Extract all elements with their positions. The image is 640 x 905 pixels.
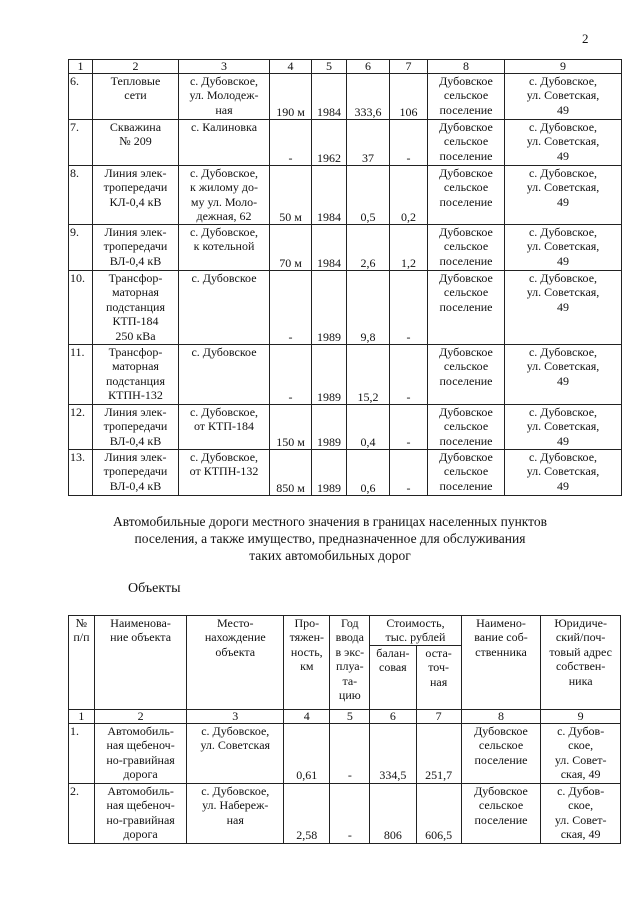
cell-residual: - xyxy=(390,271,428,345)
table-row xyxy=(69,271,622,345)
col-number: 3 xyxy=(179,60,270,74)
table-header-row xyxy=(69,709,621,723)
cell-location: с. Дубовское, от КТП-184 xyxy=(179,405,270,450)
cell-year: 1984 xyxy=(312,225,347,271)
col-number: 2 xyxy=(93,60,179,74)
cell-num: 7. xyxy=(69,120,93,166)
cell-address: с. Дубов- ское, ул. Совет- ская, 49 xyxy=(541,723,621,783)
cell-length: 190 м xyxy=(270,74,312,120)
col-number: 7 xyxy=(390,60,428,74)
cell-year: 1962 xyxy=(312,120,347,166)
cell-year: - xyxy=(330,783,370,843)
table-row xyxy=(69,120,622,166)
cell-length: 50 м xyxy=(270,166,312,225)
cell-location: с. Дубовское xyxy=(179,345,270,405)
header-location: Место- нахождение объекта xyxy=(187,616,284,710)
cell-year: 1989 xyxy=(312,405,347,450)
cell-residual: 106 xyxy=(390,74,428,120)
cell-length: 2,58 xyxy=(284,783,330,843)
cell-balance: 0,4 xyxy=(347,405,390,450)
cell-address: с. Дубовское, ул. Советская, 49 xyxy=(505,120,622,166)
section-heading: Автомобильные дороги местного значения в границах населенных пунктов поселения, а также имущество, предназначенное для обслуживания таких автомобильных дорог xyxy=(112,514,548,563)
table-row xyxy=(69,225,622,271)
cell-owner: Дубовское сельское поселение xyxy=(428,166,505,225)
cell-location: с. Калиновка xyxy=(179,120,270,166)
cell-name: Трансфор- маторная подстанция КТПН-132 xyxy=(93,345,179,405)
cell-name: Тепловые сети xyxy=(93,74,179,120)
assets-table xyxy=(68,59,622,496)
cell-year: 1989 xyxy=(312,345,347,405)
cell-owner: Дубовское сельское поселение xyxy=(428,74,505,120)
cell-residual: - xyxy=(390,450,428,496)
cell-owner: Дубовское сельское поселение xyxy=(428,405,505,450)
cell-num: 9. xyxy=(69,225,93,271)
table-row xyxy=(69,345,622,405)
objects-label: Объекты xyxy=(128,581,181,596)
col-number: 6 xyxy=(370,709,416,723)
header-year: Год ввода в экс- плуа- та- цию xyxy=(330,616,370,710)
cell-location: с. Дубовское, ул. Советская xyxy=(187,723,284,783)
cell-num: 8. xyxy=(69,166,93,225)
cell-year: 1984 xyxy=(312,74,347,120)
cell-num: 13. xyxy=(69,450,93,496)
cell-owner: Дубовское сельское поселение xyxy=(461,783,541,843)
cell-balance: 333,6 xyxy=(347,74,390,120)
cell-location: с. Дубовское xyxy=(179,271,270,345)
cell-residual: - xyxy=(390,405,428,450)
roads-table xyxy=(68,615,621,844)
cell-location: с. Дубовское, ул. Молодеж- ная xyxy=(179,74,270,120)
cell-name: Линия элек- тропередачи ВЛ-0,4 кВ xyxy=(93,405,179,450)
cell-residual: 251,7 xyxy=(416,723,461,783)
cell-num: 10. xyxy=(69,271,93,345)
col-number: 9 xyxy=(505,60,622,74)
table-row xyxy=(69,74,622,120)
cell-name: Автомобиль- ная щебеноч- но-гравийная дорога xyxy=(94,783,187,843)
header-cost: Стоимость, тыс. рублей xyxy=(370,616,461,646)
table-header-row xyxy=(69,60,622,74)
cell-length: 0,61 xyxy=(284,723,330,783)
header-balance: балан- совая xyxy=(370,645,416,709)
cell-residual: 606,5 xyxy=(416,783,461,843)
cell-balance: 37 xyxy=(347,120,390,166)
cell-year: 1989 xyxy=(312,450,347,496)
header-owner: Наимено- вание соб- ственника xyxy=(461,616,541,710)
col-number: 1 xyxy=(69,709,95,723)
col-number: 9 xyxy=(541,709,621,723)
cell-num: 2. xyxy=(69,783,95,843)
col-number: 6 xyxy=(347,60,390,74)
header-residual: оста- точ- ная xyxy=(416,645,461,709)
col-number: 2 xyxy=(94,709,187,723)
cell-owner: Дубовское сельское поселение xyxy=(428,225,505,271)
cell-location: с. Дубовское, от КТПН-132 xyxy=(179,450,270,496)
cell-balance: 0,6 xyxy=(347,450,390,496)
table-row xyxy=(69,723,621,783)
cell-balance: 0,5 xyxy=(347,166,390,225)
cell-length: - xyxy=(270,120,312,166)
cell-name: Линия элек- тропередачи ВЛ-0,4 кВ xyxy=(93,225,179,271)
cell-owner: Дубовское сельское поселение xyxy=(428,450,505,496)
col-number: 5 xyxy=(312,60,347,74)
cell-name: Линия элек- тропередачи КЛ-0,4 кВ xyxy=(93,166,179,225)
cell-length: 150 м xyxy=(270,405,312,450)
cell-balance: 806 xyxy=(370,783,416,843)
col-number: 4 xyxy=(284,709,330,723)
cell-length: 70 м xyxy=(270,225,312,271)
cell-address: с. Дубовское, ул. Советская, 49 xyxy=(505,166,622,225)
table-row xyxy=(69,450,622,496)
cell-address: с. Дубовское, ул. Советская, 49 xyxy=(505,271,622,345)
cell-num: 1. xyxy=(69,723,95,783)
header-num: № п/п xyxy=(69,616,95,710)
table-row xyxy=(69,783,621,843)
col-number: 3 xyxy=(187,709,284,723)
cell-address: с. Дубовское, ул. Советская, 49 xyxy=(505,450,622,496)
cell-residual: - xyxy=(390,120,428,166)
cell-num: 6. xyxy=(69,74,93,120)
cell-num: 11. xyxy=(69,345,93,405)
cell-owner: Дубовское сельское поселение xyxy=(428,345,505,405)
header-address: Юридиче- ский/поч- товый адрес собствен- ника xyxy=(541,616,621,710)
cell-location: с. Дубовское, ул. Набереж- ная xyxy=(187,783,284,843)
cell-address: с. Дубов- ское, ул. Совет- ская, 49 xyxy=(541,783,621,843)
cell-length: 850 м xyxy=(270,450,312,496)
cell-residual: - xyxy=(390,345,428,405)
cell-num: 12. xyxy=(69,405,93,450)
cell-balance: 334,5 xyxy=(370,723,416,783)
cell-length: - xyxy=(270,271,312,345)
cell-address: с. Дубовское, ул. Советская, 49 xyxy=(505,74,622,120)
cell-balance: 9,8 xyxy=(347,271,390,345)
col-number: 1 xyxy=(69,60,93,74)
cell-residual: 0,2 xyxy=(390,166,428,225)
cell-owner: Дубовское сельское поселение xyxy=(428,120,505,166)
cell-name: Трансфор- маторная подстанция КТП-184 250 кВа xyxy=(93,271,179,345)
cell-name: Автомобиль- ная щебеноч- но-гравийная дорога xyxy=(94,723,187,783)
col-number: 4 xyxy=(270,60,312,74)
table-header-row xyxy=(69,616,621,646)
col-number: 7 xyxy=(416,709,461,723)
cell-location: с. Дубовское, к котельной xyxy=(179,225,270,271)
cell-name: Линия элек- тропередачи ВЛ-0,4 кВ xyxy=(93,450,179,496)
cell-address: с. Дубовское, ул. Советская, 49 xyxy=(505,225,622,271)
col-number: 8 xyxy=(428,60,505,74)
cell-owner: Дубовское сельское поселение xyxy=(428,271,505,345)
cell-address: с. Дубовское, ул. Советская, 49 xyxy=(505,405,622,450)
table-row xyxy=(69,405,622,450)
cell-balance: 2,6 xyxy=(347,225,390,271)
col-number: 5 xyxy=(330,709,370,723)
cell-residual: 1,2 xyxy=(390,225,428,271)
cell-name: Скважина № 209 xyxy=(93,120,179,166)
cell-length: - xyxy=(270,345,312,405)
cell-balance: 15,2 xyxy=(347,345,390,405)
header-name: Наименова- ние объекта xyxy=(94,616,187,710)
page-number: 2 xyxy=(582,31,589,46)
header-length: Про- тяжен- ность, км xyxy=(284,616,330,710)
cell-location: с. Дубовское, к жилому до- му ул. Моло- дежная, 62 xyxy=(179,166,270,225)
table-row xyxy=(69,166,622,225)
col-number: 8 xyxy=(461,709,541,723)
cell-address: с. Дубовское, ул. Советская, 49 xyxy=(505,345,622,405)
cell-owner: Дубовское сельское поселение xyxy=(461,723,541,783)
cell-year: 1989 xyxy=(312,271,347,345)
cell-year: 1984 xyxy=(312,166,347,225)
cell-year: - xyxy=(330,723,370,783)
